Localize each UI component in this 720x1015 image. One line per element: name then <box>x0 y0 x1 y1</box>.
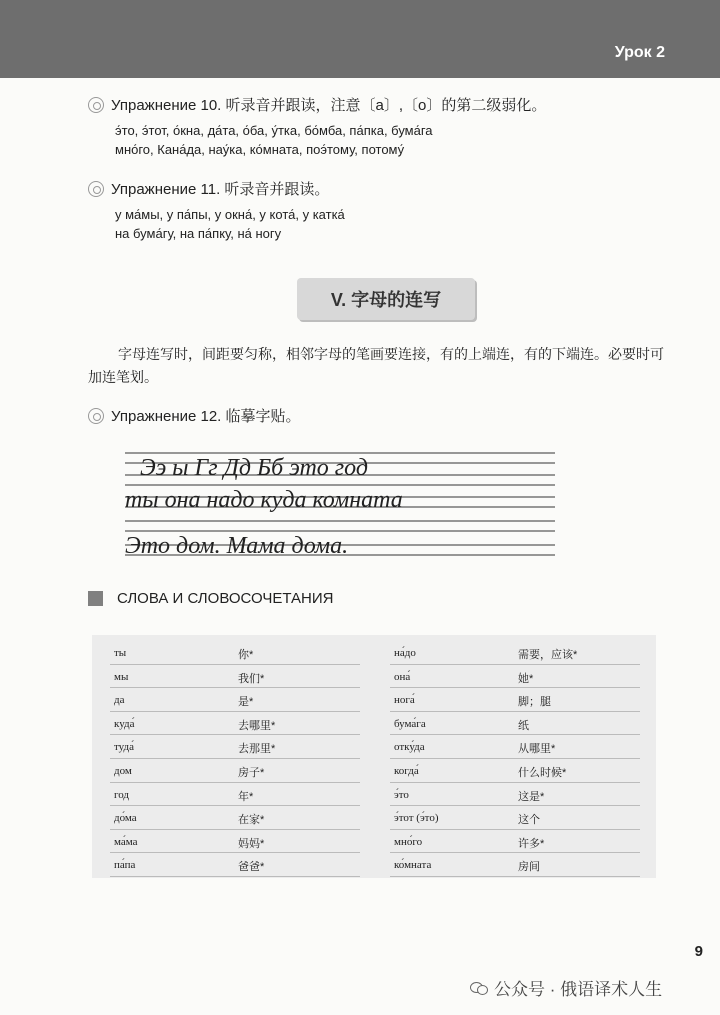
vocab-table <box>92 635 656 878</box>
ru-word: ма́ма <box>114 835 138 848</box>
exercise-12 <box>88 405 301 426</box>
ru-word: до́ма <box>114 812 137 825</box>
ru-word: па́па <box>114 859 136 872</box>
zh-word: 从哪里* <box>518 743 556 756</box>
ru-word: дом <box>114 764 132 777</box>
vocab-row <box>110 830 360 854</box>
exercise-11 <box>88 178 345 242</box>
section-title: V. 字母的连写 <box>297 278 475 320</box>
vocab-row <box>110 665 360 689</box>
ru-word: э́то <box>394 788 409 801</box>
ru-word: куда́ <box>114 717 135 730</box>
cursive-line: Ээ ы Гг Дд Бб это год <box>140 455 368 481</box>
cursive-line: ты она надо куда комната <box>125 487 403 513</box>
zh-word: 在家* <box>238 814 265 827</box>
zh-word: 房间 <box>518 861 540 874</box>
ru-word: мы <box>114 670 129 683</box>
vocab-row <box>390 712 640 736</box>
exercise-title: Упражнение 11. 听录音并跟读。 <box>111 181 330 198</box>
paragraph: 字母连写时，间距要匀称，相邻字母的笔画要连接，有的上端连，有的下端连。必要时可加连笔划。 <box>88 346 664 385</box>
cursive-line: Это дом. Мама дома. <box>125 533 349 559</box>
vocab-row <box>110 712 360 736</box>
ru-word: э́тот (э́то) <box>394 812 439 825</box>
zh-word: 我们* <box>238 672 265 685</box>
zh-word: 需要，应该* <box>518 649 578 661</box>
page-number: 9 <box>694 943 703 960</box>
zh-word: 这个 <box>518 814 540 827</box>
vocab-row <box>110 735 360 759</box>
vocab-row <box>390 641 640 665</box>
exercise-line: э́то, э́тот, о́кна, да́та, о́ба, у́тка, бо́мба, па́пка, бума́га <box>115 123 433 138</box>
bullet-icon <box>88 181 104 197</box>
zh-word: 年* <box>238 790 254 803</box>
vocab-heading-label: СЛОВА И СЛОВОСОЧЕТАНИЯ <box>117 590 334 607</box>
vocab-column-left <box>110 641 360 877</box>
zh-word: 去哪里* <box>238 719 276 732</box>
zh-word: 去那里* <box>238 743 276 756</box>
ru-word: бума́га <box>394 717 426 730</box>
ru-word: ты <box>114 647 127 659</box>
vocab-row <box>390 853 640 877</box>
exercise-line: мно́го, Кана́да, нау́ка, ко́мната, поэ́тому, потому́ <box>115 142 405 157</box>
bullet-icon <box>88 97 104 113</box>
vocab-row <box>390 783 640 807</box>
header-bar <box>0 0 720 78</box>
square-icon <box>88 591 103 606</box>
vocab-row <box>390 735 640 759</box>
ru-word: на́до <box>394 647 416 659</box>
cursive-copybook <box>120 445 560 565</box>
zh-word: 纸 <box>518 719 529 732</box>
exercise-title: Упражнение 10. 听录音并跟读，注意〔a〕,〔o〕的第二级弱化。 <box>111 97 547 114</box>
ru-word: туда́ <box>114 741 134 754</box>
vocab-row <box>390 830 640 854</box>
watermark <box>470 975 662 1000</box>
lesson-label: Урок 2 <box>614 44 665 61</box>
wechat-icon <box>470 980 488 995</box>
vocab-row <box>110 806 360 830</box>
zh-word: 许多* <box>518 837 545 850</box>
zh-word: 爸爸* <box>238 861 265 874</box>
zh-word: 她* <box>518 672 534 685</box>
zh-word: 房子* <box>238 766 265 779</box>
zh-word: 妈妈* <box>238 837 265 850</box>
zh-word: 这是* <box>518 790 545 803</box>
vocab-row <box>110 641 360 665</box>
ru-word: да <box>114 694 125 707</box>
ru-word: ко́мната <box>394 859 432 872</box>
ru-word: нога́ <box>394 694 415 707</box>
vocab-column-right <box>390 641 640 877</box>
vocab-row <box>390 665 640 689</box>
cursive-lines <box>120 445 560 565</box>
ru-word: она́ <box>394 670 411 683</box>
zh-word: 什么时候* <box>518 766 567 779</box>
vocab-row <box>110 783 360 807</box>
exercise-line: на бума́гу, на па́пку, на́ ногу <box>115 226 282 241</box>
vocab-row <box>390 688 640 712</box>
exercise-10 <box>88 94 546 158</box>
vocab-row <box>390 806 640 830</box>
bullet-icon <box>88 408 104 424</box>
ru-word: мно́го <box>394 835 423 848</box>
ru-word: отку́да <box>394 741 425 754</box>
watermark-text: 公众号 · 俄语译术人生 <box>494 980 663 999</box>
ru-word: год <box>114 788 130 801</box>
vocab-row <box>110 759 360 783</box>
vocab-heading <box>88 590 333 607</box>
zh-word: 你* <box>238 649 254 661</box>
vocab-row <box>390 759 640 783</box>
vocab-row <box>110 853 360 877</box>
ru-word: когда́ <box>394 764 419 777</box>
zh-word: 是* <box>238 696 254 709</box>
exercise-title: Упражнение 12. 临摹字贴。 <box>111 408 301 425</box>
zh-word: 脚；腿 <box>518 696 551 709</box>
exercise-line: у ма́мы, у па́пы, у окна́, у кота́, у катка́ <box>115 207 345 222</box>
vocab-row <box>110 688 360 712</box>
